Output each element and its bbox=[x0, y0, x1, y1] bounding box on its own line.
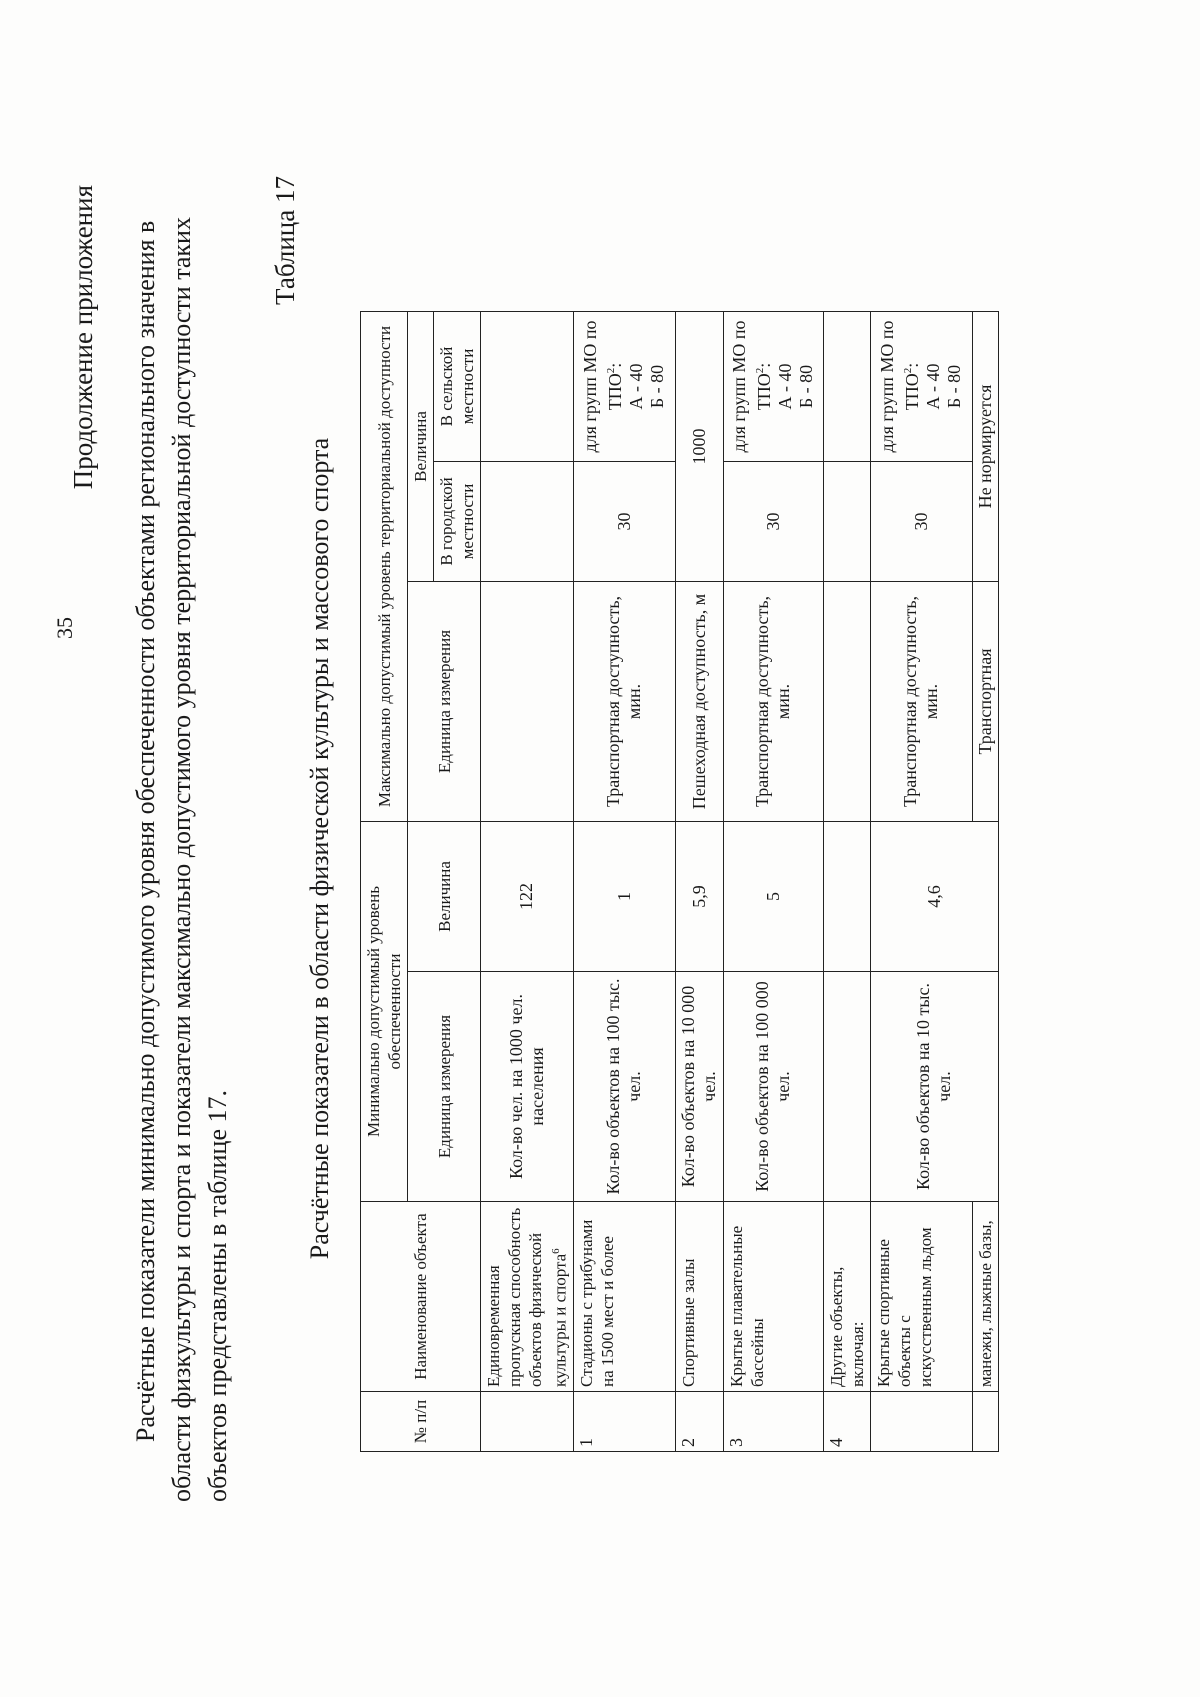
row-name: Спортивные залы bbox=[675, 1202, 723, 1392]
table-row bbox=[723, 312, 823, 1452]
header-max-group: Максимально допустимый уровень территориальной доступности bbox=[361, 312, 408, 822]
table-title: Расчётные показатели в области физической культуры и массового спорта bbox=[305, 437, 334, 1260]
table-row bbox=[823, 312, 870, 1452]
row-urban: 30 bbox=[723, 462, 823, 582]
table-row bbox=[573, 312, 675, 1452]
row-value: 5,9 bbox=[675, 822, 723, 972]
row-unit2: Пешеходная доступность, м bbox=[675, 582, 723, 822]
row-unit2: Транспортная доступность, мин. bbox=[723, 582, 823, 822]
header-unit: Единица измерения bbox=[408, 972, 481, 1202]
row-rural: для групп МО по ТПО$^2$: А - 40 Б - 80 bbox=[870, 312, 972, 462]
row-unit2: Транспортная bbox=[972, 582, 998, 822]
header-value: Величина bbox=[408, 822, 481, 972]
row-urban bbox=[481, 462, 574, 582]
row-value: 4,6 bbox=[870, 822, 998, 972]
row-rural: для групп МО по ТПО$^2$: А - 40 Б - 80 bbox=[723, 312, 823, 462]
row-unit: Кол-во объектов на 100 тыс. чел. bbox=[573, 972, 675, 1202]
header-value2: Величина bbox=[408, 312, 434, 582]
continuation-label: Продолжение приложения bbox=[68, 185, 98, 490]
intro-line: объектов представлены в таблице 17. bbox=[203, 1089, 232, 1502]
header-name: Наименование объекта bbox=[361, 1202, 481, 1392]
row-num: 1 bbox=[573, 1392, 675, 1452]
row-rural bbox=[481, 312, 574, 462]
row-unit: Кол-во объектов на 10 тыс. чел. bbox=[870, 972, 998, 1202]
indicators-table bbox=[360, 311, 999, 1452]
row-num bbox=[481, 1392, 574, 1452]
page-number: 35 bbox=[52, 617, 77, 639]
row-num: 3 bbox=[723, 1392, 823, 1452]
intro-paragraph bbox=[128, 202, 236, 1502]
table-row bbox=[675, 312, 723, 1452]
header-rural: В сельской местности bbox=[434, 312, 481, 462]
row-name: манежи, лыжные базы, bbox=[972, 1202, 998, 1392]
row-name: Другие объекты, включая: bbox=[823, 1202, 870, 1392]
row-num: 4 bbox=[823, 1392, 870, 1452]
intro-line: Расчётные показатели минимально допустимого уровня обеспеченности объектами регионального значения в bbox=[131, 220, 160, 1442]
row-name: Крытые плавательные бассейны bbox=[723, 1202, 823, 1392]
row-unit: Кол-во чел. на 1000 чел. населения bbox=[481, 972, 574, 1202]
row-merged-value: 1000 bbox=[675, 312, 723, 582]
header-min-group: Минимально допустимый уровень обеспеченности bbox=[361, 822, 408, 1202]
row-unit: Кол-во объектов на 10 000 чел. bbox=[675, 972, 723, 1202]
row-unit2: Транспортная доступность, мин. bbox=[573, 582, 675, 822]
row-num: 2 bbox=[675, 1392, 723, 1452]
table-row bbox=[481, 312, 574, 1452]
row-value: 1 bbox=[573, 822, 675, 972]
row-name: Стадионы с трибунами на 1500 мест и более bbox=[573, 1202, 675, 1392]
row-rural: для групп МО по ТПО$^2$: А - 40 Б - 80 bbox=[573, 312, 675, 462]
table-row bbox=[870, 312, 972, 1452]
row-name: Крытые спортивные объекты с искусственным льдом bbox=[870, 1202, 972, 1392]
row-num bbox=[870, 1392, 972, 1452]
intro-line: области физкультуры и спорта и показатели максимально допустимого уровня территориальной доступности таких bbox=[167, 217, 196, 1502]
header-unit2: Единица измерения bbox=[408, 582, 481, 822]
row-urban: 30 bbox=[573, 462, 675, 582]
row-urban: 30 bbox=[870, 462, 972, 582]
row-unit2: Транспортная доступность, мин. bbox=[870, 582, 972, 822]
row-value: 122 bbox=[481, 822, 574, 972]
row-value: 5 bbox=[723, 822, 823, 972]
header-urban: В городской местности bbox=[434, 462, 481, 582]
row-merged-value: Не нормируется bbox=[972, 312, 998, 582]
row-name: Единовременная пропускная способность объектов физической культуры и спорта$^6$ bbox=[481, 1202, 574, 1392]
header-num: № п/п bbox=[361, 1392, 481, 1452]
row-unit2 bbox=[481, 582, 574, 822]
table-number: Таблица 17 bbox=[270, 176, 300, 305]
row-unit: Кол-во объектов на 100 000 чел. bbox=[723, 972, 823, 1202]
row-num bbox=[972, 1392, 998, 1452]
